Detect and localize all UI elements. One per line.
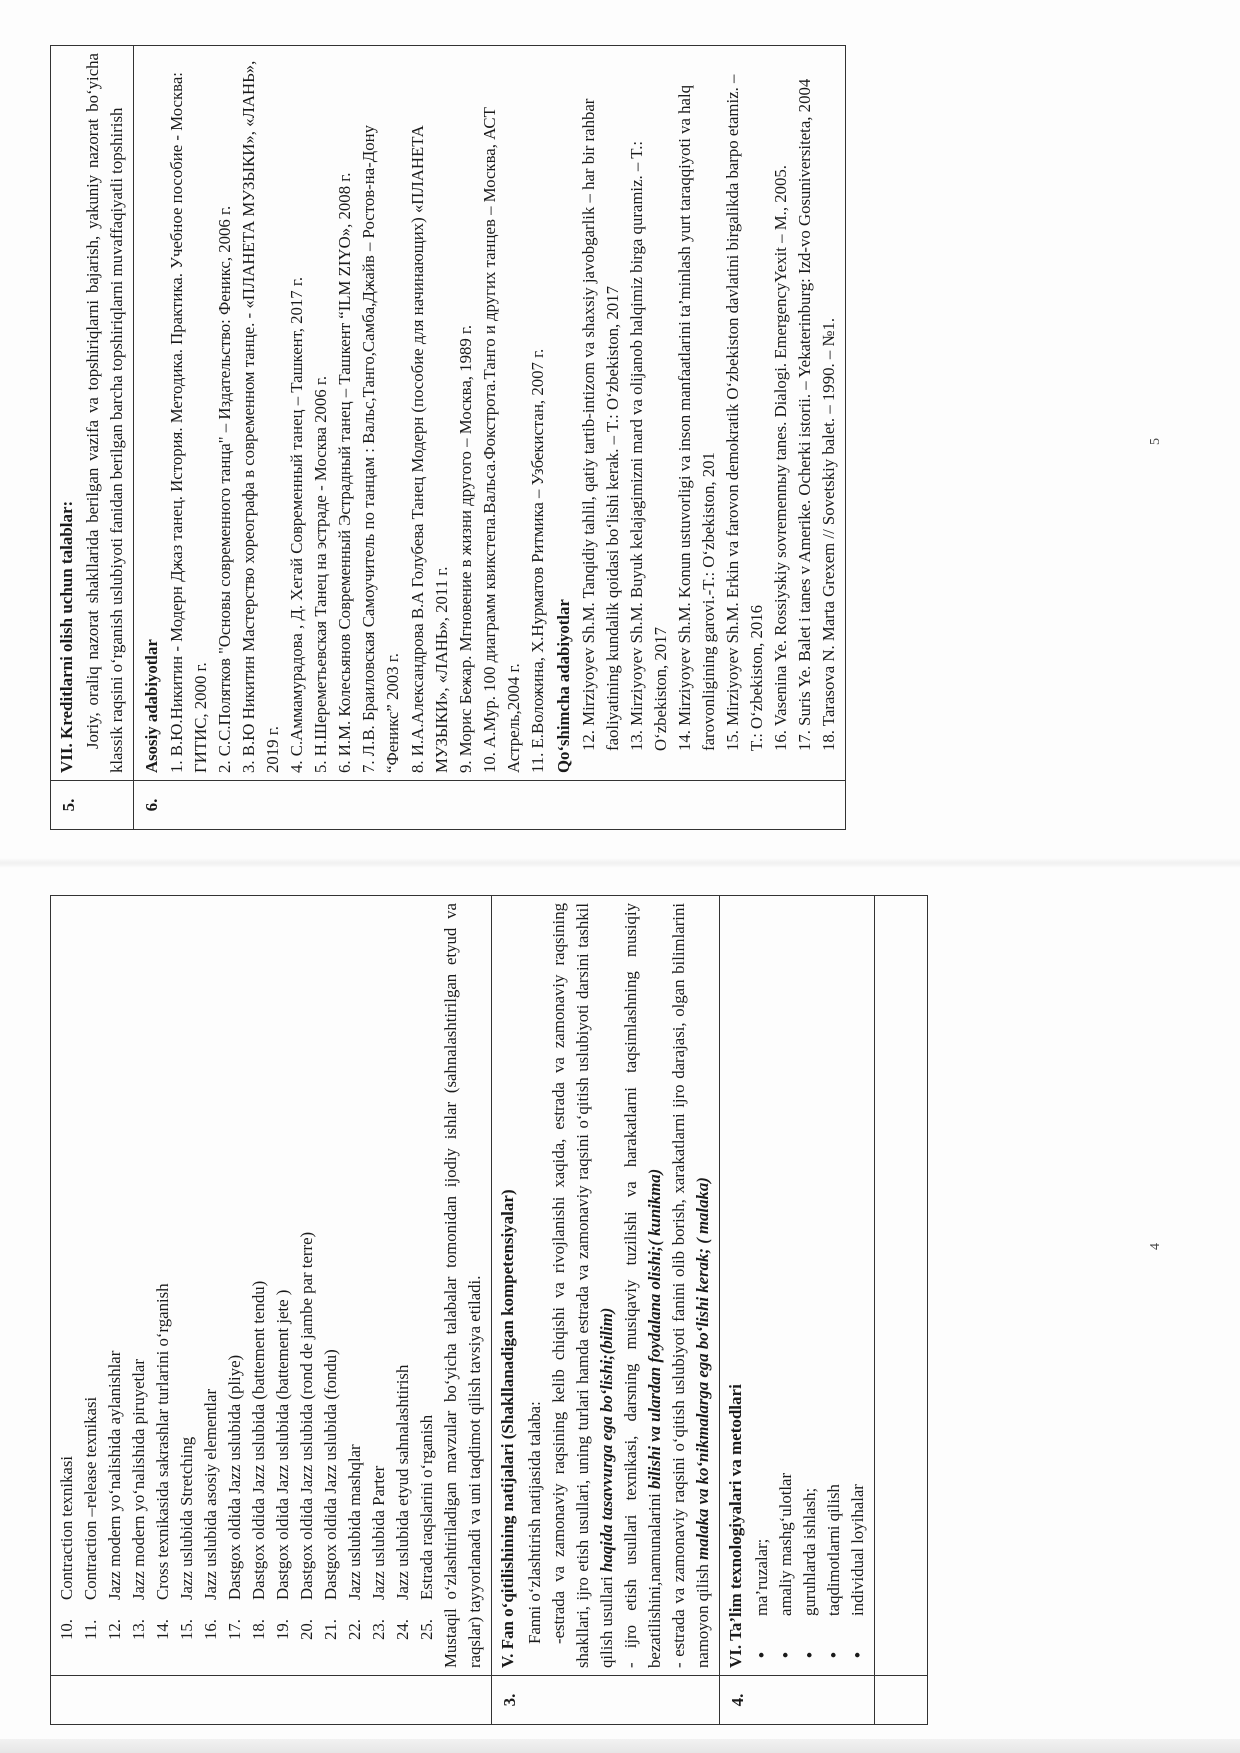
independent-work-text: Mustaqil o‘zlashtiriladigan mavzular bo‘yicha talabalar tomonidan ijodiy ishlar (sahnalashtirilgan etyud va raqslar) tayyorlanadi va uni taqdimot qilish tavsiya etiladi. [441, 903, 485, 1668]
literature-item: 6. И.М. Колесьянов Современный Эстрадный танец – Ташкент “ILM ZIYO», 2008 г. [335, 172, 355, 773]
row-number: 4. [719, 1676, 874, 1725]
list-item: 21.Dastgox oldida Jazz uslubida (fondu) [321, 1349, 341, 1640]
list-item: 19.Dastgox oldida Jazz uslubida (battement jete ) [273, 1289, 293, 1640]
list-item: 12.Jazz modern yo‘nalishida aylanishlar [105, 1350, 125, 1640]
row-number-empty [51, 1676, 492, 1725]
literature-item: 16. Vasenina Ye. Rossiyskiy sovremennыу tanes. Dialogi. EmergencyYexit – M., 2005. [770, 164, 790, 751]
literature-item: 14. Mirziyoyev Sh.M. Konun ustuvorligi va inson manfaatlarini ta’minlash yurt taraqqiyoti va halq farovonligining garovi.-T.: O‘zbekiston, 201 [674, 84, 718, 751]
page-number: 5 [1148, 438, 1163, 445]
literature-item: 8. И.А.Александрова В.А Голубева Танец Модерн (пособие для начинающих) «ПЛАНЕТА МУЗЫКИ», «ЛАНЬ», 2011 г. [407, 125, 451, 773]
page-number: 4 [1148, 1243, 1163, 1250]
literature-item: 4. С.Аммамурадова , Д. Хегай Современный танец – Ташкент, 2017 г. [287, 276, 307, 773]
table-row-empty [875, 896, 928, 1725]
page-5-table [50, 45, 846, 830]
competency-skills: - ijro etish usullari texnikasi, darsning musiqaviy tuzilishi va harakatlarni taqsimlashning musiqiy bezatilishini,namunalarini bilishi va ulardan foydalana olishi;( kunikma) [620, 903, 664, 1668]
scan-edge [0, 1739, 1240, 1753]
list-item: • taqdimotlarni qilish [822, 903, 846, 1638]
extra-literature-list [577, 53, 841, 773]
section-title-competencies: V. Fan o‘qitilishining natijalari (Shakllanadigan kompetensiyalar) [498, 1189, 518, 1668]
table-row-methods [719, 896, 874, 1725]
competency-knowledge: -estrada va zamonaviy raqsining kelib chiqishi va rivojlanishi xaqida, estrada va zamonaviy raqsining shakllari, ijro etish usullari, uning turlari hamda estrada va zamonaviy raqsini o‘qitish uslubiyoti darsini tashkil qilish usullari haqida tasavvurga ega bo‘lishi;(bilim) [548, 903, 616, 1668]
list-item: 20.Dastgox oldida Jazz uslubida (rond de jambe par terre) [297, 1231, 317, 1640]
list-item: 24.Jazz uslubida etyud sahnalashtirish [393, 1364, 413, 1640]
literature-item: 11. Е.Воложина, Х.Нурматов Ритмика – Узбекистан, 2007 г. [527, 348, 547, 773]
main-literature-title: Asosiy adabiyotlar [142, 639, 162, 773]
list-item: • amaliy mashg‘ulotlar [774, 903, 798, 1638]
topics-list [55, 903, 439, 1668]
row-number: 6. [134, 781, 845, 830]
row-number: 3. [492, 1676, 719, 1725]
competencies-intro: Fanni o‘zlashtirish natijasida talaba: [524, 1401, 544, 1644]
literature-item: 17. Suris Ye. Balet i tanes v Amerike. Ocherki istorii. – Yekaterinburg: Izd-vo Gosuniversiteta, 2004 [794, 78, 814, 751]
table-row-credits [51, 46, 134, 830]
table-row-competencies [492, 896, 719, 1725]
main-literature-list [165, 53, 549, 773]
list-item: 18.Dastgox oldida Jazz uslubida (battement tendu) [249, 1280, 269, 1640]
row-number: 5. [51, 781, 134, 830]
list-item: 13.Jazz modern yo‘nalishida piruyetlar [129, 1359, 149, 1640]
section-title-methods: VI. Ta’lim texnologiyalari va metodlari [725, 1384, 745, 1668]
literature-item: 7. Л.В. Браиловская Самоучитель по танцам : Вальс,Танго,Самба,Джайв – Ростов-на-Дону “Феникс” 2003 г. [359, 125, 403, 773]
document-page-4 [50, 895, 1130, 1725]
competency-qualification: - estrada va zamonaviy raqsini o‘qitish uslubiyoti fanini olib borish, xarakatlarni ijro darajasi, olgan bilimlarini namoyon qilish malaka va ko‘nikmalarga ega bo‘lishi kerak; ( malaka) [668, 903, 712, 1668]
literature-item: 5. Н.Шереметьевская Танец на эстраде - Москва 2006 г. [311, 375, 331, 773]
literature-item: 13. Mirziyoyev Sh.M. Buyuk kelajagimizni mard va olijanob halqimiz birga quramiz. – T.: O‘zbekiston, 2017 [626, 140, 670, 751]
literature-item: 15. Mirziyoyev Sh.M. Erkin va farovon demokratik O‘zbekiston davlatini birgalikda barpo etamiz. – T.: O‘zbekiston, 2016 [722, 74, 766, 751]
credits-text: Joriy, oraliq nazorat shakllarida berilgan vazifa va topshiriqlarni bajarish, yakuniy nazorat bo‘yicha klassik raqsini o‘rganish uslubiyoti fanidan berilgan barcha topshiriqlarni muvaffaqiyatli topshirish [83, 53, 127, 773]
list-item: 25.Estrada raqslarini o‘rganish [417, 1414, 437, 1640]
table-row-literature [134, 46, 845, 830]
list-item: • ma’ruzalar; [750, 903, 774, 1638]
literature-item: 18. Tarasova N. Marta Grexem // Sovetskiy balet. – 1990. – №1. [818, 317, 838, 751]
document-page-5 [50, 45, 1130, 830]
list-item: • individual loyihalar [846, 903, 870, 1638]
list-item: 10.Contraction texnikasi [57, 1455, 76, 1640]
literature-item: 1. В.Ю.Никитин - Модерн Джаз танец. История. Методика. Практика. Учебное пособие - Москва: ГИТИС, 2000 г. [167, 72, 211, 773]
list-item: 15.Jazz uslubida Stretching [177, 1436, 197, 1640]
list-item: 14.Cross texnikasida sakrashlar turlarini o‘rganish [153, 1283, 173, 1640]
list-item: • guruhlarda ishlash; [798, 903, 822, 1638]
list-item: 17.Dastgox oldida Jazz uslubida (pliye) [225, 1354, 245, 1640]
literature-item: 12. Mirziyoyev Sh.M. Tanqidiy tahlil, qatiy tartib-intizom va shaxsiy javobgarlik – har bir rahbar faoliyatining kundalik qoidasi bo‘lishi kerak. – T.: O‘zbekiston, 2017 [578, 98, 622, 751]
literature-item: 9. Морис Бежар. Мгновение в жизни другого – Москва, 1989 г. [455, 324, 475, 773]
table-row-topics-continued [51, 896, 492, 1725]
list-item: 22.Jazz uslubida mashqlar [345, 1444, 365, 1640]
section-title-credits: VII. Kreditlarni olish uchun talablar: [57, 500, 76, 773]
list-item: 11.Contraction –release texnikasi [81, 1396, 101, 1640]
list-item: 16.Jazz uslubida asosiy elementlar [201, 1388, 221, 1640]
page-4-table [50, 895, 928, 1725]
list-item: 23.Jazz uslubida Parter [369, 1465, 389, 1640]
literature-item: 10. А.Мур. 100 диаграмм квикстепа.Вальса.Фокстрота.Танго и других танцев – Москва, АСТ Астрель,2004 г. [479, 107, 523, 773]
extra-literature-title: Qo‘shimcha adabiyotlar [553, 599, 573, 773]
page-fold-shadow [0, 858, 1240, 868]
literature-item: 3. В.Ю Никитин Мастерство хореографа в современном танце. - «ПЛАНЕТА МУЗЫКИ», «ЛАНЬ», 2019 г. [239, 60, 283, 773]
methods-list [750, 903, 870, 1668]
literature-item: 2. С.С.Полятков "Основы современного танца" – Издательство: Феникс, 2006 г. [215, 205, 235, 773]
